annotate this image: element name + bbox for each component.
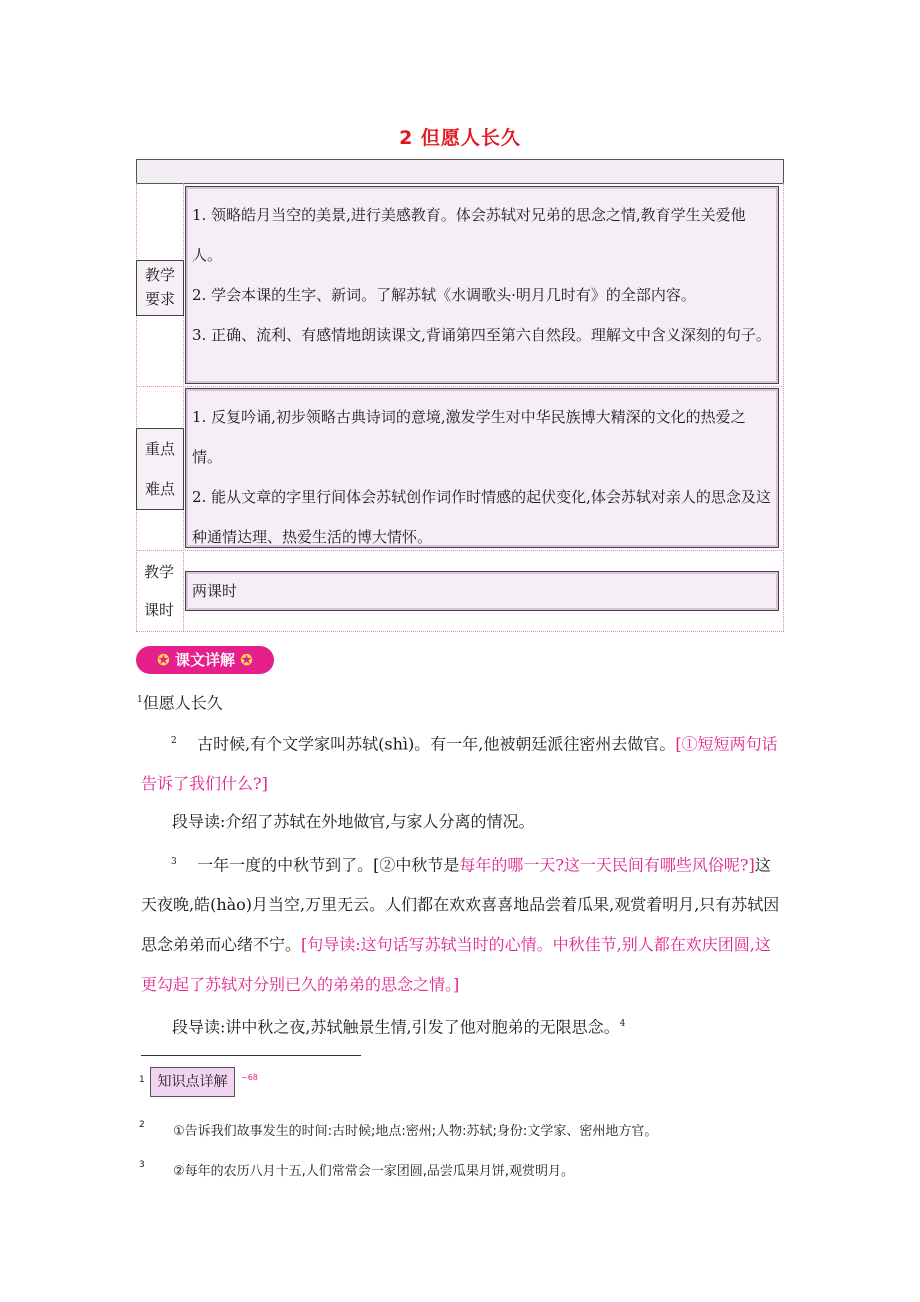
footnote-marker: 4 — [619, 1019, 626, 1029]
footnote-number: 1 — [139, 1075, 145, 1085]
article-heading — [137, 680, 223, 723]
footnote-tag: ~68 — [241, 1073, 258, 1082]
list-item: 2. 能从文章的字里行间体会苏轼创作词作时情感的起伏变化,体会苏轼对亲人的思念及这种通情达理、热爱生活的博大情怀。 — [192, 488, 771, 546]
table-header-bar — [136, 159, 784, 184]
footnote-separator — [141, 1055, 361, 1056]
footnote-text: ②每年的农历八月十五,人们常常会一家团圆,品尝瓜果月饼,观赏明月。 — [173, 1164, 575, 1179]
paragraph-1 — [141, 721, 783, 804]
knowledge-point-box: 知识点详解 — [150, 1067, 235, 1097]
footnote-text: ①告诉我们故事发生的时间:古时候;地点:密州;人物:苏轼;身份:文学家、密州地方官。 — [173, 1124, 658, 1139]
paragraph-text: 一年一度的中秋节到了。[②中秋节是 — [197, 855, 460, 875]
table-right-border — [783, 183, 784, 631]
paragraph-guide-1: 段导读:介绍了苏轼在外地做官,与家人分离的情况。 — [172, 812, 535, 831]
label-line: 难点 — [144, 480, 175, 498]
question-note: 每年的哪一天?这一天民间有哪些风俗呢?] — [459, 855, 755, 875]
star-icon: ✪ — [157, 651, 170, 669]
list-item: 1. 领略皓月当空的美景,进行美感教育。体会苏轼对兄弟的思念之情,教育学生关爱他人。 — [192, 206, 746, 264]
footnote-marker: 1 — [137, 695, 143, 705]
footnote-number: 2 — [139, 1120, 145, 1130]
paragraph-guide-text: 段导读:讲中秋之夜,苏轼触景生情,引发了他对胞弟的无限思念。 — [172, 1017, 620, 1037]
footnote-marker: 3 — [171, 857, 177, 867]
footnote-marker: 2 — [171, 736, 177, 746]
table-column-divider — [183, 183, 184, 631]
sentence-guide-note: [句导读:这句话写苏轼当时的心情。中秋佳节,别人都在欢庆团圆,这更勾起了苏轼对分别已久的弟弟的思念之情。] — [141, 935, 771, 995]
paragraph-2 — [141, 842, 783, 1005]
label-line: 重点 — [144, 440, 175, 458]
list-item: 2. 学会本课的生字、新词。了解苏轼《水调歌头·明月几时有》的全部内容。 — [192, 286, 696, 304]
question-note: [①短短两句话告诉了我们什么?] — [141, 734, 778, 794]
lesson-hours-cell — [185, 571, 779, 611]
star-icon: ✪ — [240, 651, 253, 669]
key-points-cell — [185, 388, 779, 548]
article-heading-text: 但愿人长久 — [142, 693, 223, 713]
page-title: 2 但愿人长久 — [399, 127, 521, 149]
label-line: 要求 — [144, 290, 175, 308]
table-row-divider — [136, 386, 784, 387]
table-bottom-border — [136, 631, 784, 632]
list-item: 两课时 — [192, 582, 238, 600]
label-line: 课时 — [143, 601, 174, 619]
row-label-lesson-hours — [136, 553, 182, 629]
paragraph-text: 这天夜晚,皓(hào)月当空,万里无云。人们都在欢欢喜喜地品尝着瓜果,观赏着明月,只有苏轼因思念弟弟而心绪不宁。 — [141, 855, 780, 955]
paragraph-guide-2 — [172, 1004, 625, 1047]
list-item: 3. 正确、流利、有感情地朗读课文,背诵第四至第六自然段。理解文中含义深刻的句子。 — [192, 326, 771, 344]
section-badge-label: 课文详解 — [174, 651, 235, 669]
footnote-number: 3 — [139, 1160, 145, 1170]
label-line: 教学 — [144, 266, 175, 284]
paragraph-text: 古时候,有个文学家叫苏轼(shì)。有一年,他被朝廷派往密州去做官。 — [197, 734, 676, 754]
row-label-key-points — [136, 428, 184, 510]
row-label-teaching-requirements — [136, 260, 184, 316]
list-item: 1. 反复吟诵,初步领略古典诗词的意境,激发学生对中华民族博大精深的文化的热爱之情。 — [192, 408, 746, 466]
teaching-requirements-cell — [185, 186, 779, 384]
section-badge — [136, 646, 274, 674]
label-line: 教学 — [143, 563, 174, 581]
